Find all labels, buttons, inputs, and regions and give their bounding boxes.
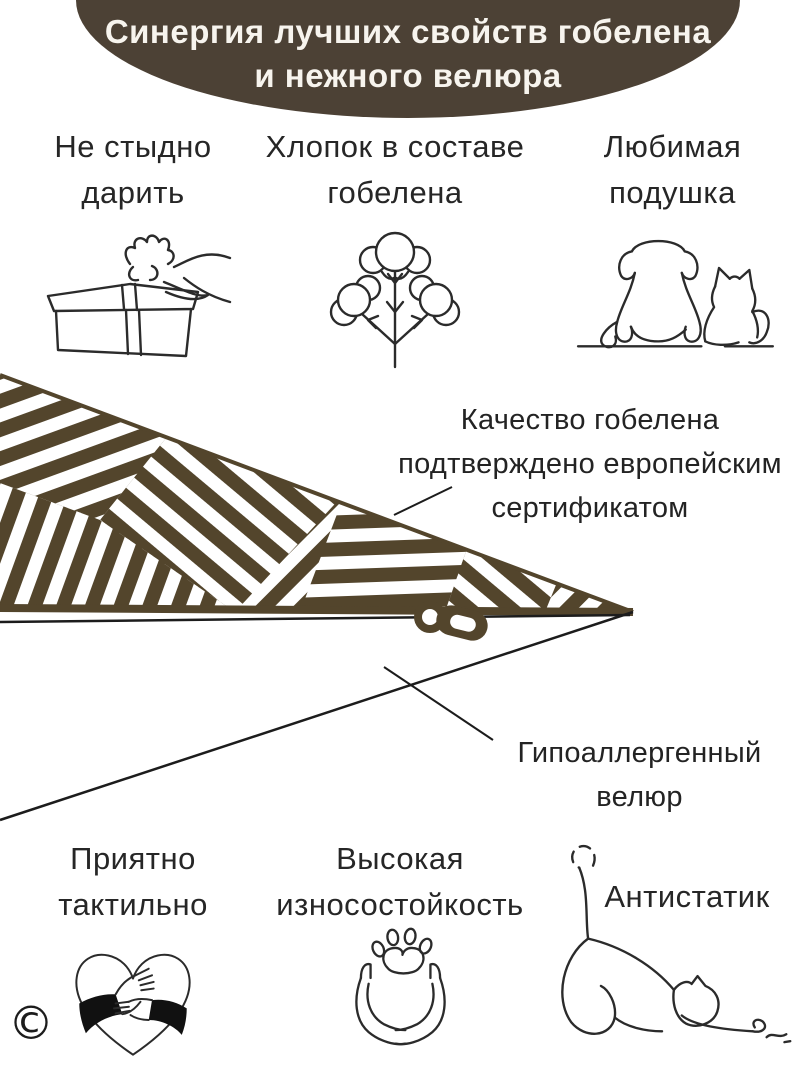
feature-gift (10, 124, 256, 360)
feature-antistatic-title: Антистатик (604, 879, 770, 914)
copyright-mark: © (8, 996, 54, 1050)
banner-title-line2: и нежного велюра (254, 57, 562, 94)
annotation-tapestry-quality: Качество гобелена подтверждено европейским сертификатом (398, 404, 782, 524)
feature-antistatic (540, 836, 795, 1061)
feature-durability (245, 836, 555, 1062)
banner-title-line1: Синергия лучших свойств гобелена (104, 13, 712, 50)
feature-cotton (240, 124, 550, 370)
gift-wrapping-hands-icon (34, 222, 232, 360)
heart-hug-icon (53, 934, 213, 1058)
fabric-bottom-seam (0, 608, 633, 612)
dog-and-cat-icon (568, 222, 778, 359)
stretching-cat-icon (542, 840, 792, 1052)
zipper (0, 615, 630, 622)
feature-cotton-title: Хлопок в составе гобелена (265, 129, 525, 210)
header-banner (76, 0, 740, 118)
leader-line-velour (384, 667, 493, 740)
feature-pets-title: Любимая подушка (603, 129, 742, 210)
feature-gift-title: Не стыдно дарить (54, 129, 212, 210)
feature-durability-title: Высокая износостойкость (276, 841, 524, 922)
annotation-hypoallergenic-velour: Гипоаллергенный велюр (517, 737, 762, 813)
feature-pets (560, 124, 785, 359)
feature-tactile-title: Приятно тактильно (58, 841, 208, 922)
hands-holding-paw-icon (328, 922, 473, 1062)
cotton-plant-icon (320, 222, 470, 370)
